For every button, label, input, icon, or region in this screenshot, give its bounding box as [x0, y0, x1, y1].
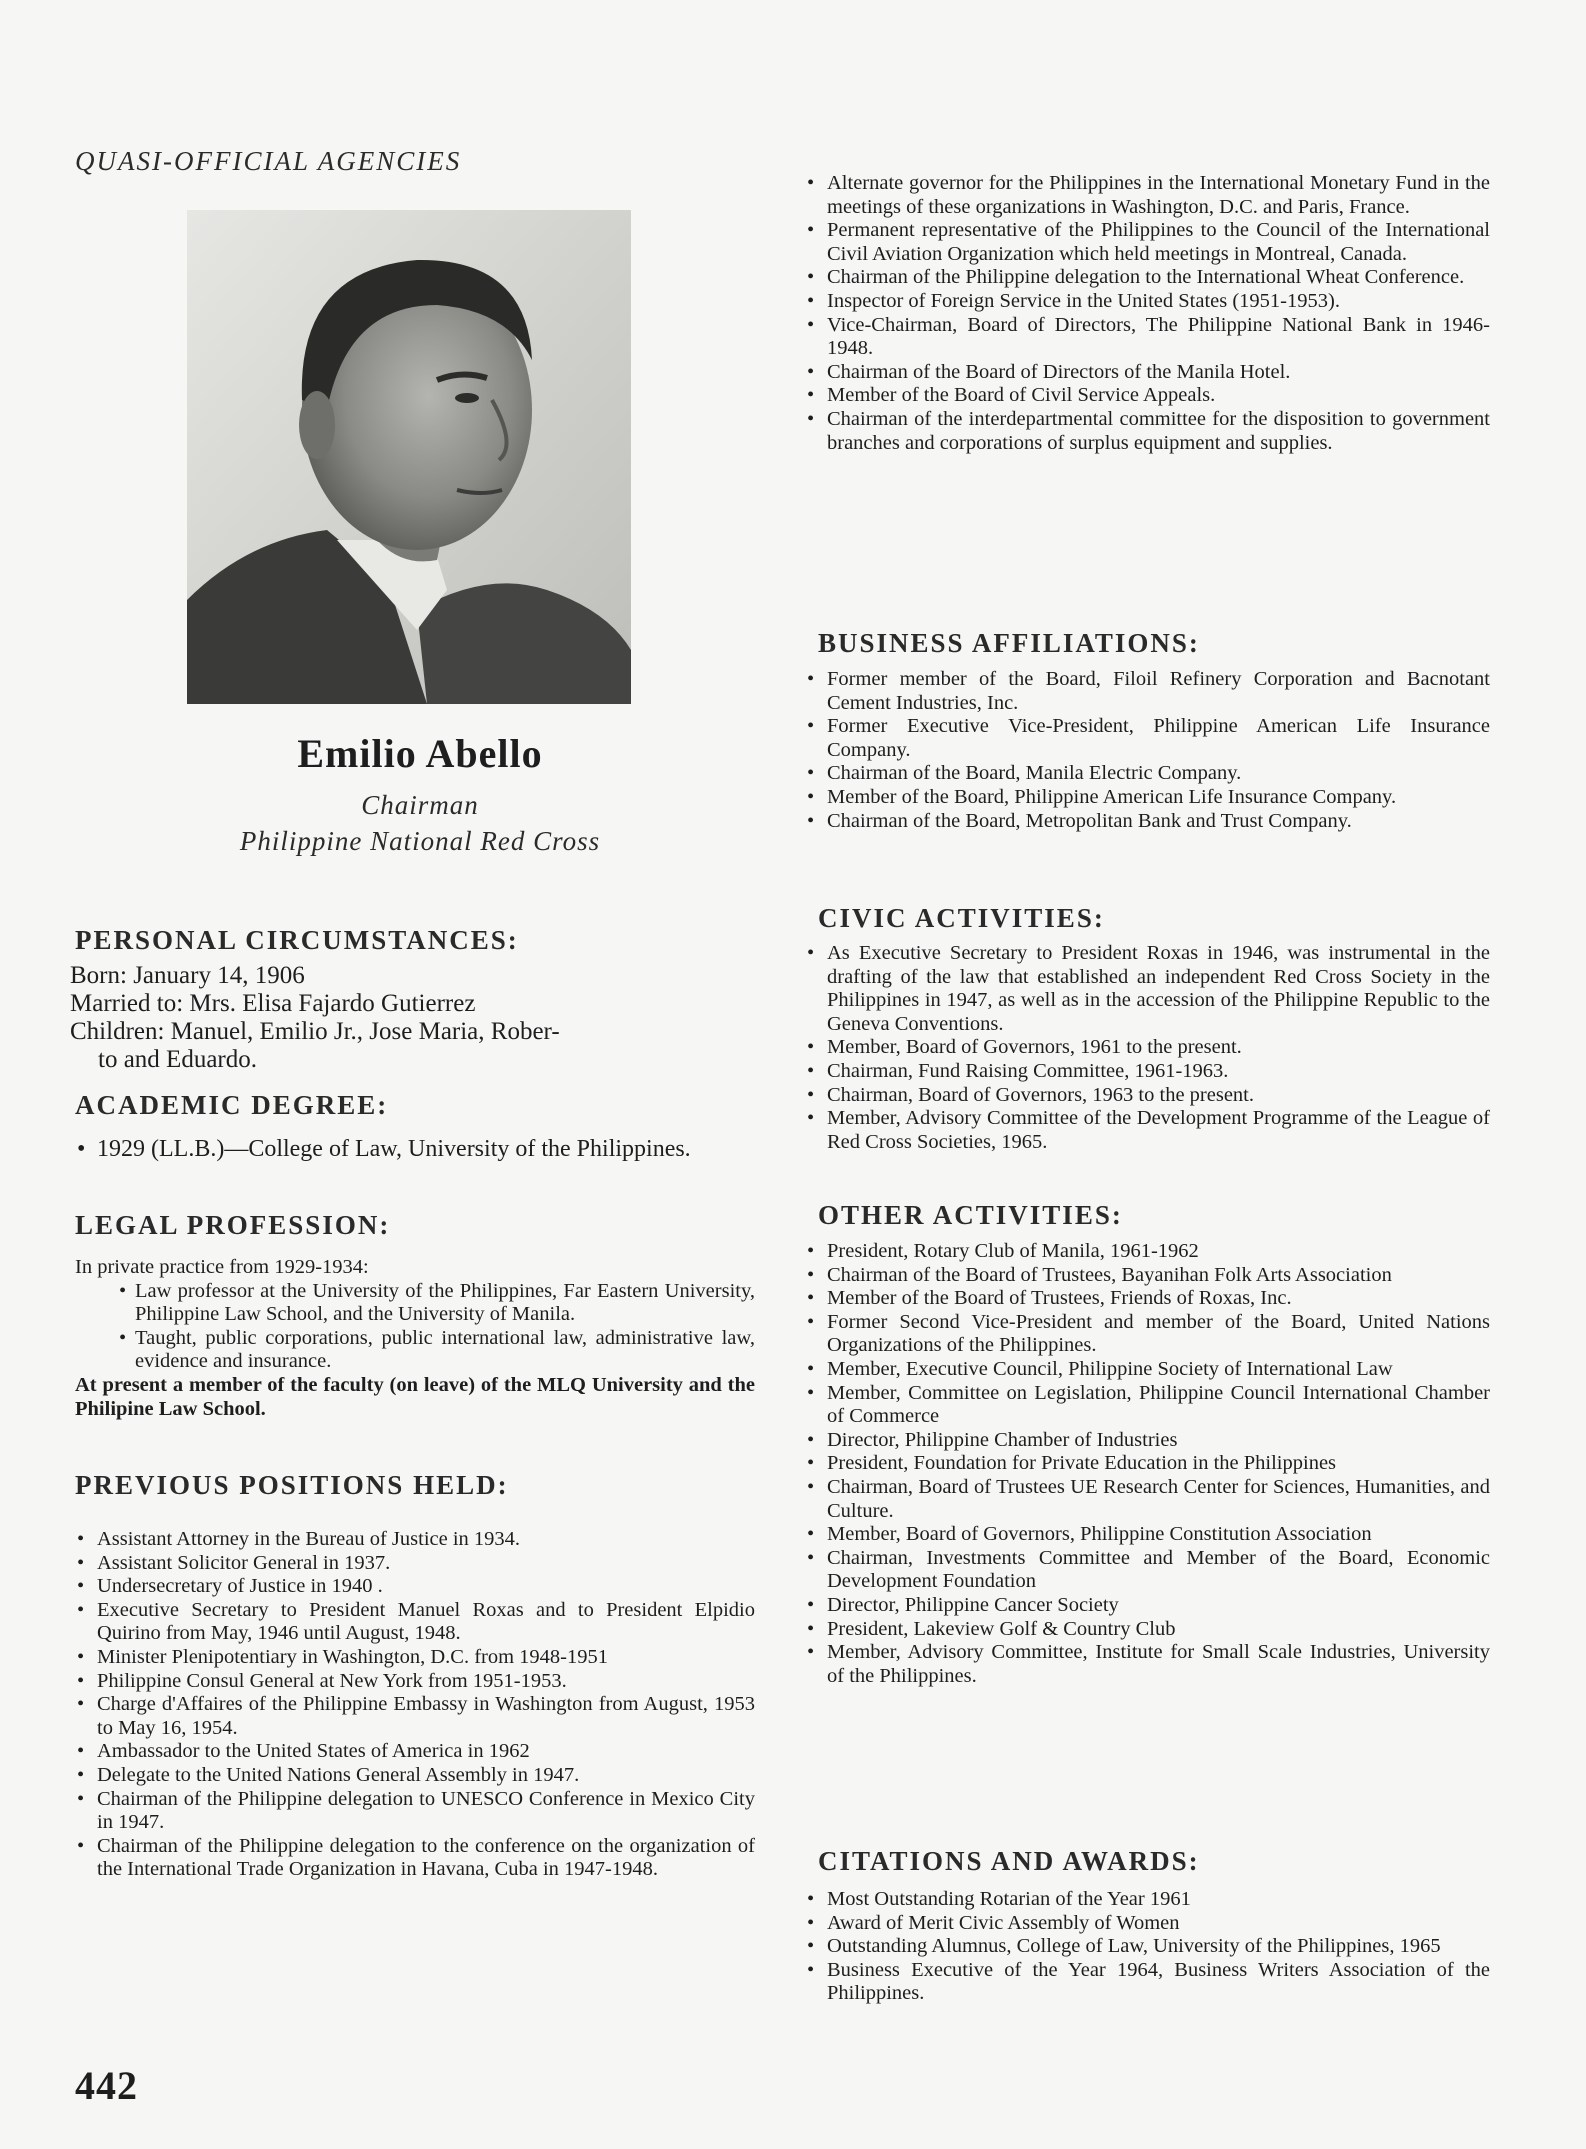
list-item: • As Executive Secretary to President Roxas in 1946, was instrumental in the drafting of the law that established an independent Red Cross Society in the Philippines in 1947, as well as in the accession of the Philippine Republic to the Geneva Conventions.: [805, 942, 1490, 1036]
list-item: • Assistant Attorney in the Bureau of Justice in 1934.: [75, 1528, 755, 1552]
list-item: • Taught, public corporations, public international law, administrative law, evidence and insurance.: [119, 1327, 755, 1374]
heading-citations-awards: CITATIONS AND AWARDS:: [818, 1846, 1200, 1876]
list-item: • 1929 (LL.B.)—College of Law, University of the Philippines.: [75, 1134, 745, 1164]
list-item: • Chairman, Fund Raising Committee, 1961-1963.: [805, 1060, 1490, 1084]
list-item: • Former member of the Board, Filoil Refinery Corporation and Bacnotant Cement Industries, Inc.: [805, 668, 1490, 715]
list-item: • Chairman of the Philippine delegation to the conference on the organization of the International Trade Organization in Havana, Cuba in 1947-1948.: [75, 1835, 755, 1882]
portrait-photo: [187, 210, 631, 704]
heading-personal-circumstances: PERSONAL CIRCUMSTANCES:: [75, 925, 519, 955]
list-item: • Member, Advisory Committee, Institute for Small Scale Industries, University of the Philippines.: [805, 1641, 1490, 1688]
heading-civic-activities: CIVIC ACTIVITIES:: [818, 903, 1105, 933]
list-item: • Undersecretary of Justice in 1940 .: [75, 1575, 755, 1599]
list-item: • Member, Committee on Legislation, Philippine Council International Chamber of Commerce: [805, 1382, 1490, 1429]
list-item: • Chairman of the Board of Directors of the Manila Hotel.: [805, 361, 1490, 385]
list-item: • President, Rotary Club of Manila, 1961-1962: [805, 1240, 1490, 1264]
list-item: • Chairman of the Board, Metropolitan Bank and Trust Company.: [805, 810, 1490, 834]
profile-organization: Philippine National Red Cross: [239, 826, 601, 856]
list-item: • Chairman, Investments Committee and Member of the Board, Economic Development Foundation: [805, 1547, 1490, 1594]
list-item: • Member, Executive Council, Philippine Society of International Law: [805, 1358, 1490, 1382]
business-affiliations-list: [805, 668, 1490, 833]
list-item: • Charge d'Affaires of the Philippine Embassy in Washington from August, 1953 to May 16, 1954.: [75, 1693, 755, 1740]
list-item: • Chairman of the interdepartmental committee for the disposition to government branches and corporations of surplus equipment and supplies.: [805, 408, 1490, 455]
list-item: • Philippine Consul General at New York from 1951-1953.: [75, 1670, 755, 1694]
legal-profession: [75, 1256, 755, 1421]
other-activities-list: [805, 1240, 1490, 1688]
list-item: • Member, Board of Governors, Philippine Constitution Association: [805, 1523, 1490, 1547]
list-item: • Business Executive of the Year 1964, Business Writers Association of the Philippines.: [805, 1959, 1490, 2006]
list-item: • Member of the Board, Philippine American Life Insurance Company.: [805, 786, 1490, 810]
list-item: • Member, Board of Governors, 1961 to the present.: [805, 1036, 1490, 1060]
list-item: • Minister Plenipotentiary in Washington, D.C. from 1948-1951: [75, 1646, 755, 1670]
previous-positions-list: [75, 1528, 755, 1882]
list-item: • Permanent representative of the Philippines to the Council of the International Civil Aviation Organization which held meetings in Montreal, Canada.: [805, 219, 1490, 266]
citations-awards-list: [805, 1888, 1490, 2006]
profile-title: Chairman: [361, 790, 479, 820]
personal-circumstances: [70, 962, 760, 1074]
list-item: • Alternate governor for the Philippines in the International Monetary Fund in the meetings of these organizations in Washington, D.C. and Paris, France.: [805, 172, 1490, 219]
heading-academic-degree: ACADEMIC DEGREE:: [75, 1090, 389, 1120]
heading-legal-profession: LEGAL PROFESSION:: [75, 1210, 391, 1240]
list-item: • Member of the Board of Civil Service Appeals.: [805, 384, 1490, 408]
heading-other-activities: OTHER ACTIVITIES:: [818, 1200, 1123, 1230]
list-item: • Chairman of the Board, Manila Electric Company.: [805, 762, 1490, 786]
portrait-image: [187, 210, 631, 704]
heading-previous-positions: PREVIOUS POSITIONS HELD:: [75, 1470, 509, 1500]
heading-business-affiliations: BUSINESS AFFILIATIONS:: [818, 628, 1200, 658]
legal-intro: In private practice from 1929-1934:: [75, 1256, 369, 1278]
academic-degree-list: [75, 1134, 745, 1164]
married-line: Married to: Mrs. Elisa Fajardo Gutierrez: [70, 990, 476, 1017]
profile-name: Emilio Abello: [297, 731, 543, 776]
section-header: QUASI-OFFICIAL AGENCIES: [75, 146, 462, 176]
list-item: • Chairman of the Board of Trustees, Bayanihan Folk Arts Association: [805, 1264, 1490, 1288]
list-item: • Chairman of the Philippine delegation to UNESCO Conference in Mexico City in 1947.: [75, 1788, 755, 1835]
page-number: 442: [75, 2063, 138, 2108]
list-item: • Executive Secretary to President Manuel Roxas and to President Elpidio Quirino from May, 1946 until August, 1948.: [75, 1599, 755, 1646]
list-item: • Director, Philippine Cancer Society: [805, 1594, 1490, 1618]
list-item: • Delegate to the United Nations General Assembly in 1947.: [75, 1764, 755, 1788]
list-item: • Member of the Board of Trustees, Friends of Roxas, Inc.: [805, 1287, 1490, 1311]
list-item: • President, Lakeview Golf & Country Club: [805, 1618, 1490, 1642]
list-item: • Vice-Chairman, Board of Directors, The Philippine National Bank in 1946-1948.: [805, 314, 1490, 361]
list-item: • Award of Merit Civic Assembly of Women: [805, 1912, 1490, 1936]
list-item: • Ambassador to the United States of America in 1962: [75, 1740, 755, 1764]
list-item: • Member, Advisory Committee of the Development Programme of the League of Red Cross Societies, 1965.: [805, 1107, 1490, 1154]
list-item: • Chairman, Board of Governors, 1963 to the present.: [805, 1084, 1490, 1108]
list-item: • Outstanding Alumnus, College of Law, University of the Philippines, 1965: [805, 1935, 1490, 1959]
list-item: • Chairman of the Philippine delegation to the International Wheat Conference.: [805, 266, 1490, 290]
legal-present: At present a member of the faculty (on leave) of the MLQ University and the Philipine Law School.: [75, 1373, 755, 1420]
list-item: • Former Executive Vice-President, Philippine American Life Insurance Company.: [805, 715, 1490, 762]
list-item: • Most Outstanding Rotarian of the Year 1961: [805, 1888, 1490, 1912]
previous-positions-continued: [805, 172, 1490, 455]
list-item: • Law professor at the University of the Philippines, Far Eastern University, Philippine Law School, and the University of Manila.: [119, 1280, 755, 1327]
civic-activities-list: [805, 942, 1490, 1154]
list-item: • Former Second Vice-President and member of the Board, United Nations Organizations of the Philippines.: [805, 1311, 1490, 1358]
list-item: • Director, Philippine Chamber of Industries: [805, 1429, 1490, 1453]
children-line: Children: Manuel, Emilio Jr., Jose Maria, Rober-: [70, 1018, 560, 1045]
list-item: • Inspector of Foreign Service in the United States (1951-1953).: [805, 290, 1490, 314]
born-line: Born: January 14, 1906: [70, 962, 305, 989]
children-line-cont: to and Eduardo.: [98, 1046, 257, 1073]
list-item: • Chairman, Board of Trustees UE Research Center for Sciences, Humanities, and Culture.: [805, 1476, 1490, 1523]
list-item: • Assistant Solicitor General in 1937.: [75, 1552, 755, 1576]
list-item: • President, Foundation for Private Education in the Philippines: [805, 1452, 1490, 1476]
